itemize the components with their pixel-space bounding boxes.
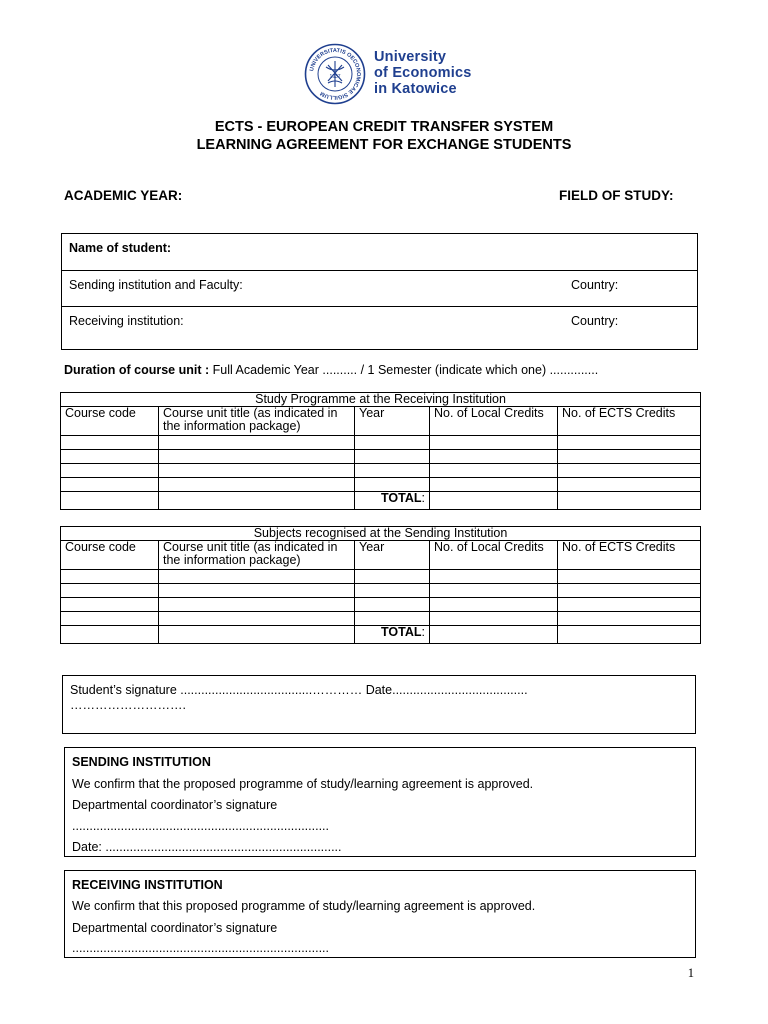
table-row — [61, 612, 701, 626]
student-info-box — [61, 233, 698, 350]
header-year: Year — [355, 407, 430, 436]
university-logo — [304, 42, 472, 106]
logo-line-3: in Katowice — [374, 81, 457, 97]
receiving-institution-box — [64, 870, 696, 958]
sending-institution-box — [64, 747, 696, 857]
receiving-confirm-text: We confirm that this proposed programme of study/learning agreement is approved. — [72, 899, 536, 913]
recognised-subjects-caption: Subjects recognised at the Sending Institution — [61, 527, 701, 541]
seal-ring-text: UNIVERSITATIS OECONOMICAE SIGILLUM — [309, 47, 362, 101]
divider — [62, 270, 697, 271]
total-label: TOTAL — [381, 625, 422, 639]
sending-institution-label: Sending institution and Faculty: — [69, 278, 243, 292]
table-row — [61, 464, 701, 478]
duration-line — [64, 363, 598, 377]
recognised-subjects-table — [60, 526, 701, 644]
receiving-institution-title: RECEIVING INSTITUTION — [72, 878, 223, 892]
table-row — [61, 436, 701, 450]
receiving-signature-dots: .......................................................................... — [72, 941, 329, 955]
table-row — [61, 584, 701, 598]
field-of-study-label: FIELD OF STUDY: — [559, 188, 674, 203]
header-course-unit-title: Course unit title (as indicated in the information package) — [159, 541, 355, 570]
header-local-credits: No. of Local Credits — [430, 541, 558, 570]
total-cell — [355, 626, 430, 644]
header-ects-credits: No. of ECTS Credits — [558, 541, 701, 570]
student-signature-line: Student’s signature ......................................………… Date....................................... — [70, 683, 528, 697]
total-row — [61, 626, 701, 644]
table-row — [61, 450, 701, 464]
logo-line-1: University — [374, 49, 447, 65]
header-course-code: Course code — [61, 407, 159, 436]
page-number: 1 — [687, 966, 694, 980]
name-of-student-label: Name of student: — [69, 241, 172, 255]
duration-text: Full Academic Year .......... / 1 Semester (indicate which one) .............. — [209, 363, 599, 377]
logo-line-2: of Economics — [374, 65, 472, 81]
receiving-coordinator-label: Departmental coordinator’s signature — [72, 921, 278, 935]
study-programme-caption: Study Programme at the Receiving Institution — [61, 393, 701, 407]
student-signature-box — [62, 675, 696, 734]
total-cell — [355, 492, 430, 510]
student-signature-continuation: ………………………. — [70, 698, 186, 712]
header-local-credits: No. of Local Credits — [430, 407, 558, 436]
header-course-code: Course code — [61, 541, 159, 570]
total-row — [61, 492, 701, 510]
sending-confirm-text: We confirm that the proposed programme of study/learning agreement is approved. — [72, 777, 534, 791]
study-programme-table — [60, 392, 701, 510]
total-label: TOTAL — [381, 491, 422, 505]
sending-coordinator-label: Departmental coordinator’s signature — [72, 798, 278, 812]
sending-date-line: Date: .................................................................... — [72, 840, 342, 854]
total-colon: : — [421, 491, 425, 505]
sending-country-label: Country: — [571, 278, 619, 292]
university-seal-icon — [304, 43, 366, 105]
receiving-country-label: Country: — [571, 314, 619, 328]
table-row — [61, 478, 701, 492]
receiving-institution-label: Receiving institution: — [69, 314, 184, 328]
document-title-line-1: ECTS - EUROPEAN CREDIT TRANSFER SYSTEM — [214, 119, 554, 135]
sending-signature-dots: .......................................................................... — [72, 819, 329, 833]
total-colon: : — [421, 625, 425, 639]
document-title-line-2: LEARNING AGREEMENT FOR EXCHANGE STUDENTS — [196, 137, 572, 153]
sending-institution-title: SENDING INSTITUTION — [72, 755, 211, 769]
logo-wordmark — [374, 49, 471, 97]
academic-year-label: ACADEMIC YEAR: — [64, 188, 183, 203]
header-year: Year — [355, 541, 430, 570]
table-row — [61, 570, 701, 584]
table-row — [61, 598, 701, 612]
duration-label: Duration of course unit : — [64, 363, 210, 377]
header-course-unit-title: Course unit title (as indicated in the information package) — [159, 407, 355, 436]
header-ects-credits: No. of ECTS Credits — [558, 407, 701, 436]
divider — [62, 306, 697, 307]
seal-year: 1937 — [329, 74, 341, 80]
